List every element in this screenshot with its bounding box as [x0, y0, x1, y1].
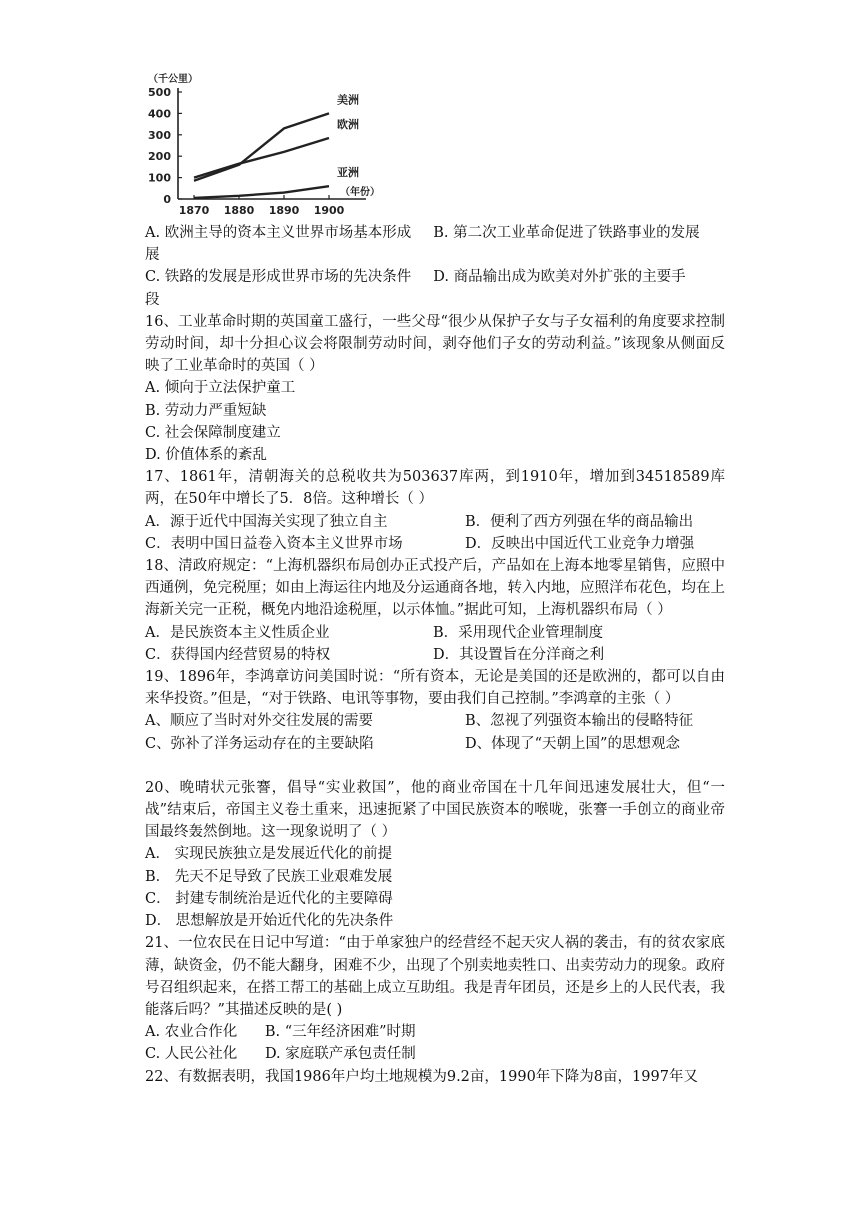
q21-options-cd: C. 人民公社化 D. 家庭联产承包责任制: [145, 1046, 416, 1063]
q20-option-c: C． 封建专制统治是近代化的主要障碍: [145, 890, 393, 907]
q19-option-c: C、弥补了洋务运动存在的主要缺陷: [145, 735, 374, 752]
series-label-1: 欧洲: [337, 118, 359, 132]
q16-option-b: B. 劳动力严重短缺: [145, 402, 267, 419]
q18-option-b: B．采用现代企业管理制度: [433, 624, 604, 641]
y-tick-label: 400: [148, 107, 171, 121]
q20-option-a: A． 实现民族独立是发展近代化的前提: [145, 846, 393, 863]
q20-option-b: B． 先天不足导致了民族工业艰难发展: [145, 868, 393, 885]
q15-option-row-ab: [145, 222, 725, 244]
q17-option-row-ab: [145, 511, 725, 533]
q18-option-d: D．其设置旨在分洋商之利: [433, 646, 605, 663]
y-tick-label: 100: [148, 171, 171, 185]
q15-option-d: D. 商品输出成为欧美对外扩张的主要手: [433, 269, 686, 286]
q15-option-b: B. 第二次工业革命促进了铁路事业的发展: [433, 225, 700, 241]
q15-option-a: A. 欧洲主导的资本主义世界市场基本形成: [145, 225, 412, 241]
q15-option-d-cont: 段: [145, 291, 160, 308]
q20-option-d: D． 思想解放是开始近代化的先决条件: [145, 913, 394, 930]
x-axis-label: （年份）: [340, 187, 380, 198]
q17-option-b: B．便利了西方列强在华的商品输出: [465, 513, 694, 530]
q21-stem: 21、一位农民在日记中写道：“由于单家独户的经营经不起天灾人祸的袭击，有的贫农家底薄，缺资金，仍不能大翻身，困难不少，出现了个别卖地卖牲口、出卖劳动力的现象。政府号召组织起来，在搭工帮工的基础上成立互助组。我是青年团员，还是乡上的人民代表，我能落后吗？”其描述反映的是( ): [145, 935, 725, 1018]
q15-option-c: C. 铁路的发展是形成世界市场的先决条件: [145, 269, 412, 286]
q22-stem: 22、有数据表明，我国1986年户均土地规模为9.2亩，1990年下降为8亩，1997年又: [145, 1068, 698, 1085]
series-line-1: [194, 138, 329, 178]
q17-option-a: A．源于近代中国海关实现了独立自主: [145, 513, 388, 530]
blank-gap: [145, 755, 725, 777]
q18-option-row-cd: [145, 644, 725, 666]
q16-option-a: A. 倾向于立法保护童工: [145, 380, 296, 397]
question-sheet: [145, 222, 725, 1088]
q19-stem: 19、1896年，李鸿章访问美国时说：“所有资本，无论是美国的还是欧洲的，都可以自由来华投资。”但是，“对于铁路、电讯等事物，要由我们自己控制。”李鸿章的主张（ ）: [145, 669, 725, 708]
q16-option-c: C. 社会保障制度建立: [145, 424, 281, 441]
y-axis-label: （千公里）: [148, 74, 198, 85]
q16-option-d: D. 价值体系的紊乱: [145, 447, 267, 464]
y-tick-label: 0: [163, 193, 171, 206]
y-tick-label: 200: [148, 150, 171, 164]
q17-stem: 17、1861年，清朝海关的总税收共为503637库两，到1910年，增加到34518589库两，在50年中增长了5．8倍。这种增长（ ）: [145, 469, 725, 508]
q16-stem: 16、工业革命时期的英国童工盛行，一些父母“很少从保护子女与子女福利的角度要求控制劳动时间，却十分担心议会将限制劳动时间，剥夺他们子女的劳动利益。”该现象从侧面反映了工业革命时的英国（ ）: [145, 313, 725, 375]
x-tick-label: 1880: [223, 204, 255, 217]
q18-option-a: A．是民族资本主义性质企业: [145, 624, 330, 641]
q19-option-row-ab: [145, 710, 725, 732]
q17-option-c: C．表明中国日益卷入资本主义世界市场: [145, 535, 403, 552]
x-tick-label: 1900: [313, 204, 345, 217]
railway-line-chart: [138, 62, 398, 222]
q19-option-b: B、忽视了列强资本输出的侵略特征: [465, 713, 694, 730]
q19-option-row-cd: [145, 733, 725, 755]
series-line-2: [194, 186, 329, 198]
q15-option-b-cont: 展: [145, 247, 160, 264]
chart-svg: [138, 62, 398, 222]
q17-option-d: D．反映出中国近代工业竞争力增强: [465, 535, 695, 552]
q17-option-row-cd: [145, 533, 725, 555]
q19-option-d: D、体现了“天朝上国”的思想观念: [465, 735, 680, 752]
q18-option-row-ab: [145, 622, 725, 644]
q21-options-ab: A. 农业合作化 B. “三年经济困难”时期: [145, 1024, 416, 1041]
q20-stem: 20、晚晴状元张謇，倡导“实业救国”，他的商业帝国在十几年间迅速发展壮大，但“一战”结束后，帝国主义卷土重来，迅速扼紧了中国民族资本的喉咙，张謇一手创立的商业帝国最终轰然倒地。这一现象说明了（ ）: [145, 779, 725, 841]
q15-option-row-cd: [145, 266, 725, 288]
series-label-0: 美洲: [337, 93, 359, 107]
series-label-2: 亚洲: [337, 166, 359, 180]
x-tick-label: 1870: [178, 204, 210, 217]
q19-option-a: A、顺应了当时对外交往发展的需要: [145, 713, 373, 730]
y-tick-label: 300: [148, 128, 171, 142]
x-tick-label: 1890: [268, 204, 300, 217]
q18-stem: 18、清政府规定：“上海机器织布局创办正式投产后，产品如在上海本地零星销售，应照中西通例，免完税厘；如由上海运往内地及分运通商各地，转入内地，应照洋布花色，均在上海新关完一正税，概免内地沿途税厘，以示体恤。”据此可知，上海机器织布局（ ）: [145, 558, 725, 619]
q18-option-c: C．获得国内经营贸易的特权: [145, 646, 331, 663]
y-tick-label: 500: [148, 86, 171, 99]
